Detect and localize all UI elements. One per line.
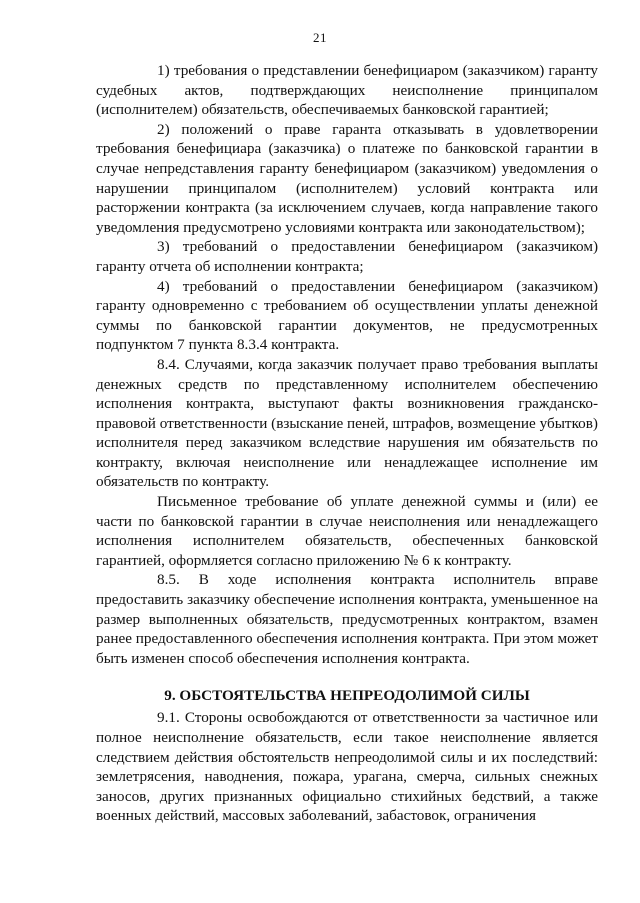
paragraph-8-3-item-2: 2) положений о праве гаранта отказывать в удовлетворении требования бенефициара (заказчика) о платеже по банковской гарантии в случае непредставления гаранту бенефициаром (заказчиком) уведомления о нарушении принципалом (исполнителем) условий контракта или расторжении контракта (за исключением случаев, когда направление такого уведомления предусмотрено условиями контракта или законодательством); — [96, 120, 598, 236]
paragraph-8-5: 8.5. В ходе исполнения контракта исполнитель вправе предоставить заказчику обеспечение исполнения контракта, уменьшенное на размер выполненных обязательств, предусмотренных контрактом, взамен ранее предоставленного обеспечения исполнения контракта. При этом может быть изменен способ обеспечения исполнения контракта. — [96, 571, 598, 667]
paragraph-9-1: 9.1. Стороны освобождаются от ответственности за частичное или полное неисполнение обязательств, если такое неисполнение является следствием действия обстоятельств непреодолимой силы и их последствий: землетрясения, наводнения, пожара, урагана, смерча, сильных снежных заносов, других признанных официально стихийных бедствий, а также военных действий, массовых заболеваний, забастовок, ограничения — [96, 709, 598, 825]
paragraph-8-3-item-1: 1) требования о представлении бенефициаром (заказчиком) гаранту судебных актов, подтверждающих неисполнение принципалом (исполнителем) обязательств, обеспечиваемых банковской гарантией; — [96, 62, 598, 119]
paragraph-8-4: 8.4. Случаями, когда заказчик получает право требования выплаты денежных средств по представленному исполнителем обеспечению исполнения контракта, выступают факты возникновения гражданско-правовой ответственности (взыскание пеней, штрафов, возмещение убытков) исполнителя перед заказчиком вследствие нарушения им обязательств по контракту, включая неисполнение или ненадлежащее исполнение им обязательств по контракту. — [96, 355, 598, 491]
paragraph-8-4-written-demand: Письменное требование об уплате денежной суммы и (или) ее части по банковской гарантии в случае неисполнения или ненадлежащего исполнения исполнителем обязательств, обеспеченных банковской гарантией, оформляется согласно приложению № 6 к контракту. — [96, 493, 598, 569]
document-body — [96, 61, 598, 826]
paragraph-8-3-item-4: 4) требований о предоставлении бенефициаром (заказчиком) гаранту одновременно с требованием об осуществлении уплаты денежной суммы по банковской гарантии документов, не предусмотренных подпунктом 7 пункта 8.3.4 контракта. — [96, 277, 598, 354]
page-number: 21 — [313, 30, 327, 45]
section-heading: 9. ОБСТОЯТЕЛЬСТВА НЕПРЕОДОЛИМОЙ СИЛЫ — [164, 687, 530, 705]
paragraph-8-3-item-3: 3) требований о предоставлении бенефициаром (заказчиком) гаранту отчета об исполнении контракта; — [96, 238, 598, 275]
